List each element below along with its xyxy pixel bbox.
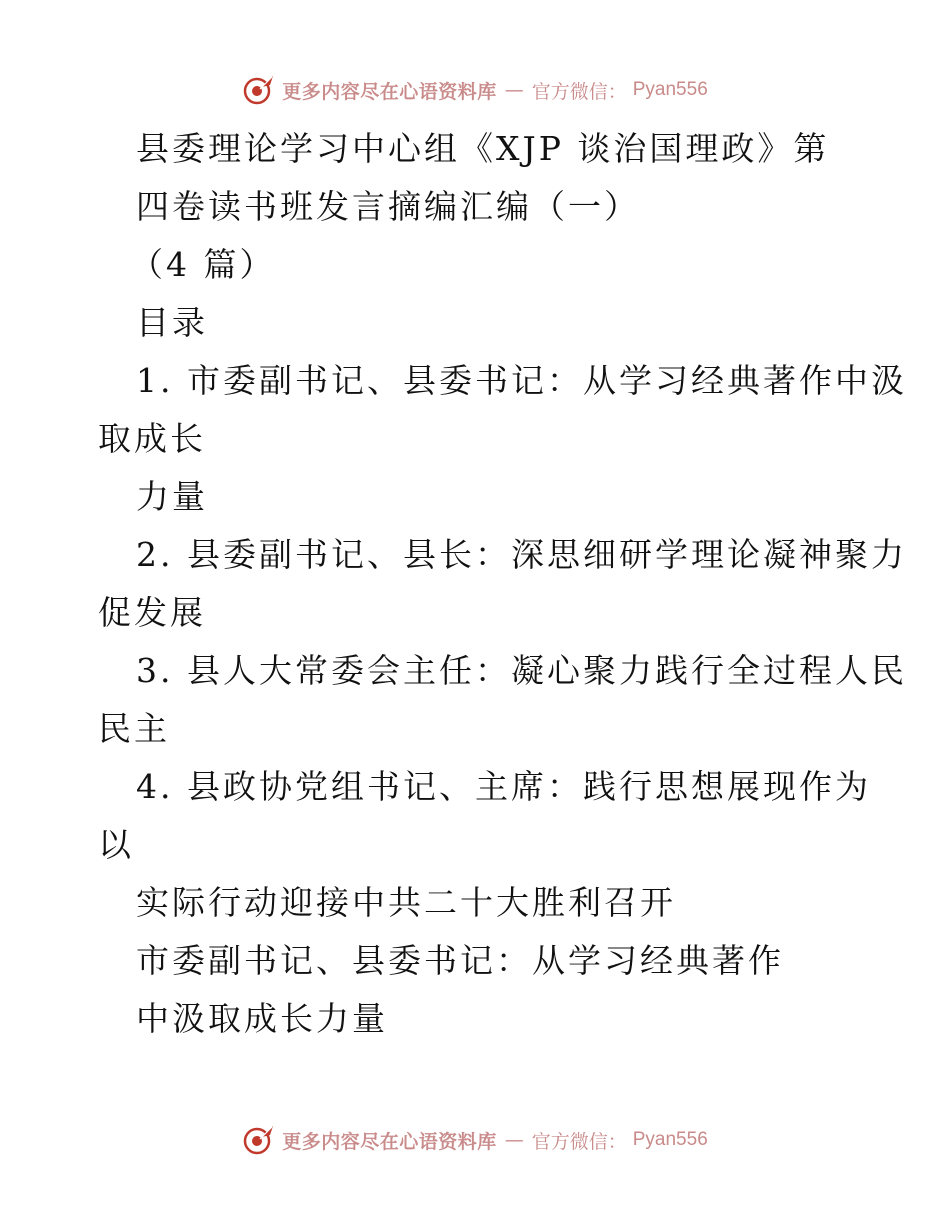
- toc-item-3-line-2: 民主: [98, 709, 170, 748]
- toc-item-4-line-1: 4. 县政协党组书记、主席：践行思想展现作为: [136, 767, 871, 806]
- toc-item-1-line-2: 取成长: [98, 419, 206, 458]
- quill-logo-icon: [242, 73, 276, 107]
- toc-item-4-line-3: 实际行动迎接中共二十大胜利召开: [136, 883, 676, 922]
- toc-item-4-line-2: 以: [98, 825, 134, 864]
- footer-watermark: [0, 1120, 950, 1160]
- watermark-wechat-id: Pyan556: [632, 79, 708, 100]
- watermark-wechat-label: 官方微信：: [531, 80, 627, 103]
- document-title-line-2: 四卷读书班发言摘编汇编（一）: [136, 187, 640, 226]
- toc-item-3-line-1: 3. 县人大常委会主任：凝心聚力践行全过程人民: [136, 651, 907, 690]
- toc-item-2-line-2: 促发展: [98, 593, 206, 632]
- section-title-line-1: 市委副书记、县委书记：从学习经典著作: [136, 941, 784, 980]
- watermark-wechat-id: Pyan556: [632, 1129, 708, 1150]
- watermark-site-text: 更多内容尽在心语资料库: [282, 1130, 497, 1153]
- quill-logo-icon: [242, 1123, 276, 1157]
- watermark-wechat-label: 官方微信：: [531, 1130, 627, 1153]
- watermark-dash: —: [504, 1129, 524, 1151]
- toc-heading: 目录: [136, 303, 208, 342]
- document-count: （4 篇）: [130, 245, 276, 284]
- toc-item-2-line-1: 2. 县委副书记、县长：深思细研学理论凝神聚力: [136, 535, 907, 574]
- header-watermark: [0, 70, 950, 110]
- watermark-site-text: 更多内容尽在心语资料库: [282, 80, 497, 103]
- document-title-line-1: 县委理论学习中心组《XJP 谈治国理政》第: [136, 129, 830, 168]
- watermark-dash: —: [504, 79, 524, 101]
- toc-item-1-line-1: 1. 市委副书记、县委书记：从学习经典著作中汲: [136, 361, 907, 400]
- toc-item-1-line-3: 力量: [136, 477, 208, 516]
- section-title-line-2: 中汲取成长力量: [136, 999, 388, 1038]
